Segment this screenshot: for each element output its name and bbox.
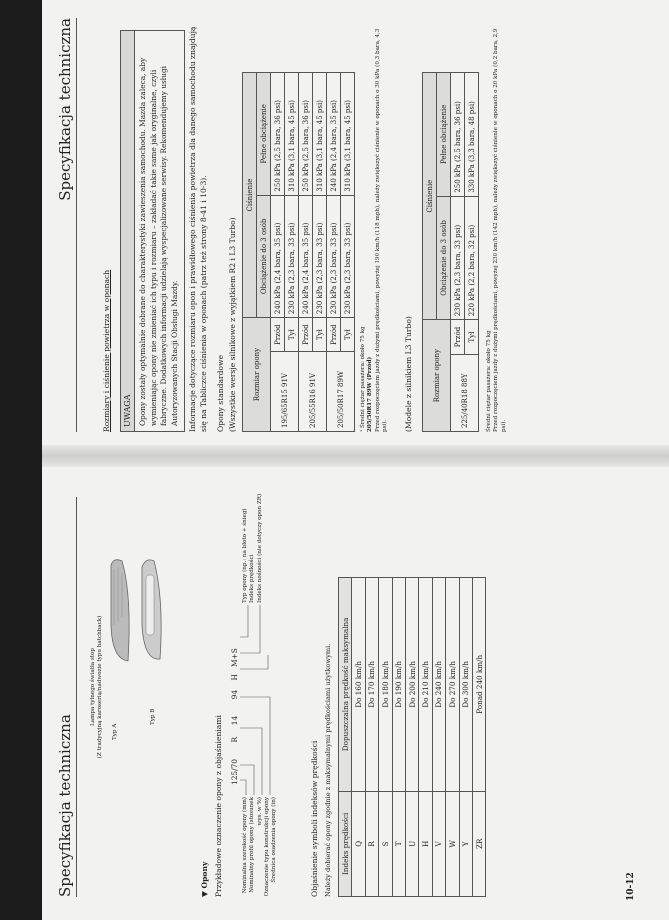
tire-code-profile: 70: [230, 758, 239, 769]
col-pressure: Ciśnienie: [243, 73, 257, 318]
lamp-type-b-label: Typ B: [150, 708, 156, 725]
speed-col-index: Indeks prędkości: [339, 791, 352, 896]
note-passenger-weight: Średni ciężar pasażera: około 75 kg: [486, 330, 492, 432]
note-high-speed: Przed rozpoczęciem jazdy z dużymi prędkościami, powyżej 230 km/h (142 mph), należy zwiększyć ciśnienie w oponach o 20 kPa (0,2 bara, 2,9 psi).: [493, 28, 507, 432]
pressure-load-3: 240 kPa (2,4 bara, 35 psi): [299, 195, 313, 318]
tire-size: 225/40R18 88Y: [451, 354, 479, 431]
table-row: [327, 73, 341, 432]
l3-title: (Modele z silnikiem L3 Turbo): [404, 316, 413, 432]
speed-index-table: [338, 577, 486, 897]
tire-pressure-table-standard: [242, 72, 355, 432]
pressure-load-3: 230 kPa (2,3 bara, 33 psi): [451, 196, 465, 320]
speed-value: Do 270 km/h: [446, 578, 459, 792]
section-heading-tires: ▼ Opony: [200, 861, 209, 897]
left-page: [50, 475, 650, 905]
right-page: [50, 10, 650, 440]
info-text: Informacje dotyczące rozmiaru opon i prawidłowego ciśnienia powietrza dla danego samochodu znajdują się na Tabliczce ciśnienia w oponach (patrz też strony 8-41 i 10-3).: [188, 26, 208, 432]
axle: Tył: [285, 318, 299, 352]
pressure-full: 330 kPa (3,3 bara, 48 psi): [465, 73, 479, 197]
pressure-full: 310 kPa (3,1 bara, 45 psi): [341, 73, 355, 196]
pressure-full: 250 kPa (2,5 bara, 36 psi): [451, 73, 465, 197]
table-row: [432, 578, 445, 897]
std-title: Opony standardowe: [216, 354, 225, 432]
speed-symbol: V: [432, 791, 445, 896]
lamp-caption: [90, 597, 105, 777]
table-row: [365, 578, 378, 897]
axle: Przód: [271, 318, 285, 352]
label-load-index: Indeks nośności (nie dotyczy opon ZR): [256, 493, 263, 603]
speed-value: Do 210 km/h: [419, 578, 432, 792]
table-row: [459, 578, 472, 897]
speed-value: Do 160 km/h: [352, 578, 365, 792]
tire-code-width: 125: [230, 770, 239, 785]
speed-value: Do 200 km/h: [405, 578, 418, 792]
tire-size: 205/50R17 89W: [327, 352, 355, 432]
speed-index-intro: Należy dobierać opony zgodnie z maksymalnymi prędkościami użytkowymi.: [324, 643, 332, 897]
speed-symbol: Y: [459, 791, 472, 896]
speed-value: Do 180 km/h: [379, 578, 392, 792]
axle: Przód: [327, 318, 341, 352]
axle: Tył: [341, 318, 355, 352]
col-tire-size: Rozmiar opony: [243, 318, 271, 432]
col-full-load: Pełne obciążenie: [437, 73, 451, 197]
note-tire-front: 205/50R17 89W (Przód): [367, 356, 374, 432]
scanner-edge: [0, 0, 42, 920]
speed-index-title: Objaśnienie symboli indeksów prędkości: [310, 740, 319, 897]
speed-symbol: Q: [352, 791, 365, 896]
table-row: [299, 73, 313, 432]
speed-symbol: T: [392, 791, 405, 896]
table-row: [405, 578, 418, 897]
speed-value: Do 170 km/h: [365, 578, 378, 792]
page-number: 10-12: [626, 872, 636, 901]
axle: Przód: [451, 320, 465, 354]
speed-symbol: R: [365, 791, 378, 896]
table-row: [446, 578, 459, 897]
lamp-type-b-drawing: [138, 555, 166, 665]
label-speed-index: Indeks prędkości: [249, 554, 256, 603]
section-title: Rozmiary i ciśnienie powietrza w oponach: [102, 269, 111, 432]
tire-marking-title: Przykładowe oznaczenie opony z objaśnieniami: [214, 715, 223, 897]
axle: Tył: [465, 320, 479, 354]
tire-code-slash: /: [230, 768, 239, 771]
table-row: [379, 578, 392, 897]
lamp-type-a-drawing: [108, 555, 134, 665]
tire-labels-right: [242, 478, 264, 603]
col-load-3: Obciążenie do 3 osób: [437, 196, 451, 320]
label-construction: Oznaczenie typu konstrukcji opony: [263, 797, 270, 897]
axle: Tył: [313, 318, 327, 352]
speed-symbol: S: [379, 791, 392, 896]
pressure-load-3: 230 kPa (2,3 bara, 33 psi): [285, 195, 299, 318]
lamp-type-a-label: Typ A: [112, 723, 118, 740]
pressure-load-3: 230 kPa (2,3 bara, 33 psi): [341, 195, 355, 318]
tire-code-load: 94: [230, 689, 239, 700]
page-header: Specyfikacja techniczna: [56, 714, 74, 897]
lamp-caption-line-2: (Z tradycyjną karoserią/nadwozie typu hatchback): [97, 615, 104, 759]
col-load-3: Obciążenie do 3 osób: [257, 195, 271, 318]
label-profile: Nominalny profil opony (stosunek wys. w %): [249, 797, 263, 893]
tire-code-rim: 14: [230, 715, 239, 726]
note-high-speed: Przed rozpoczęciem jazdy z dużymi prędkościami, powyżej 190 km/h (118 mph), należy zwiększyć ciśnienie w oponach o 30 kPa (0,3 bara, 4,3 psi).: [374, 28, 388, 432]
table-row: [392, 578, 405, 897]
speed-value: Ponad 240 km/h: [472, 578, 485, 792]
tire-code-construction: R: [230, 736, 239, 743]
table-row: [419, 578, 432, 897]
table-row: [352, 578, 365, 897]
pressure-load-3: 230 kPa (2,3 bara, 33 psi): [327, 195, 341, 318]
tire-code-speed: H: [230, 674, 239, 681]
col-full-load: Pełne obciążenie: [257, 73, 271, 196]
tire-code-type: M+S: [230, 648, 239, 668]
header-rule: [76, 497, 77, 897]
std-subtitle: (Wszystkie wersje silnikowe z wyjątkiem R2 i L3 Turbo): [228, 217, 237, 432]
table-row: [451, 73, 465, 432]
note-text: Opony zostały optymalnie dobrane do charakterystyki zawieszenia samochodu. Mazda zaleca, aby wymieniając opony nie zmieniać ich typu i rozmiaru – zakładać takie same jak oryginalne, czyli fabryczne. Dodatkowych informacji udzielają wyspecjalizowane serwisy. Rekomendujemy usługi Autoryzowanych Stacji Obsługi Mazdy.: [138, 57, 180, 426]
speed-value: Do 190 km/h: [392, 578, 405, 792]
speed-col-max: Dopuszczalna prędkość maksymalna: [339, 578, 352, 792]
speed-symbol: U: [405, 791, 418, 896]
table-row: [271, 73, 285, 432]
label-width: Nominalna szerokość opony (mm): [242, 797, 248, 894]
pressure-load-3: 220 kPa (2,2 bara, 32 psi): [465, 196, 479, 320]
note-title: UWAGA: [121, 31, 135, 431]
tire-pressure-table-l3: [422, 72, 479, 432]
label-rim: Średnica osadzenia opony (in): [271, 797, 278, 883]
pressure-full: 250 kPa (2,5 bara, 36 psi): [299, 73, 313, 196]
speed-symbol: W: [446, 791, 459, 896]
pressure-full: 310 kPa (3,1 bara, 45 psi): [285, 73, 299, 196]
col-tire-size: Rozmiar opony: [423, 320, 451, 432]
pressure-load-3: 240 kPa (2,4 bara, 35 psi): [271, 195, 285, 318]
pressure-full: 310 kPa (3,1 bara, 45 psi): [313, 73, 327, 196]
notes-l3: [486, 22, 508, 432]
tire-labels-left: [242, 797, 278, 897]
book-gutter: [42, 445, 669, 467]
pressure-full: 250 kPa (2,5 bara, 36 psi): [271, 73, 285, 196]
tire-size: 205/55R16 91V: [299, 352, 327, 432]
speed-symbol: H: [419, 791, 432, 896]
col-pressure: Ciśnienie: [423, 73, 437, 320]
tire-size: 195/65R15 91V: [271, 352, 299, 432]
speed-symbol: ZR: [472, 791, 485, 896]
note-passenger-weight: ¹ Średni ciężar pasażera: około 75 kg: [360, 326, 366, 432]
note-box: [120, 30, 185, 432]
pressure-load-3: 230 kPa (2,3 bara, 33 psi): [313, 195, 327, 318]
speed-value: Do 300 km/h: [459, 578, 472, 792]
lamp-caption-line-1: Lampa tylnego światła stop: [90, 648, 96, 726]
axle: Przód: [299, 318, 313, 352]
table-row: [472, 578, 485, 897]
notes-standard: [360, 22, 389, 432]
pressure-full: 240 kPa (2,4 bara, 35 psi): [327, 73, 341, 196]
page-header: Specyfikacja techniczna: [56, 18, 74, 201]
label-tire-type: Typ opony (np.: na błoto + śnieg): [242, 508, 248, 603]
header-rule: [76, 18, 77, 432]
speed-value: Do 240 km/h: [432, 578, 445, 792]
